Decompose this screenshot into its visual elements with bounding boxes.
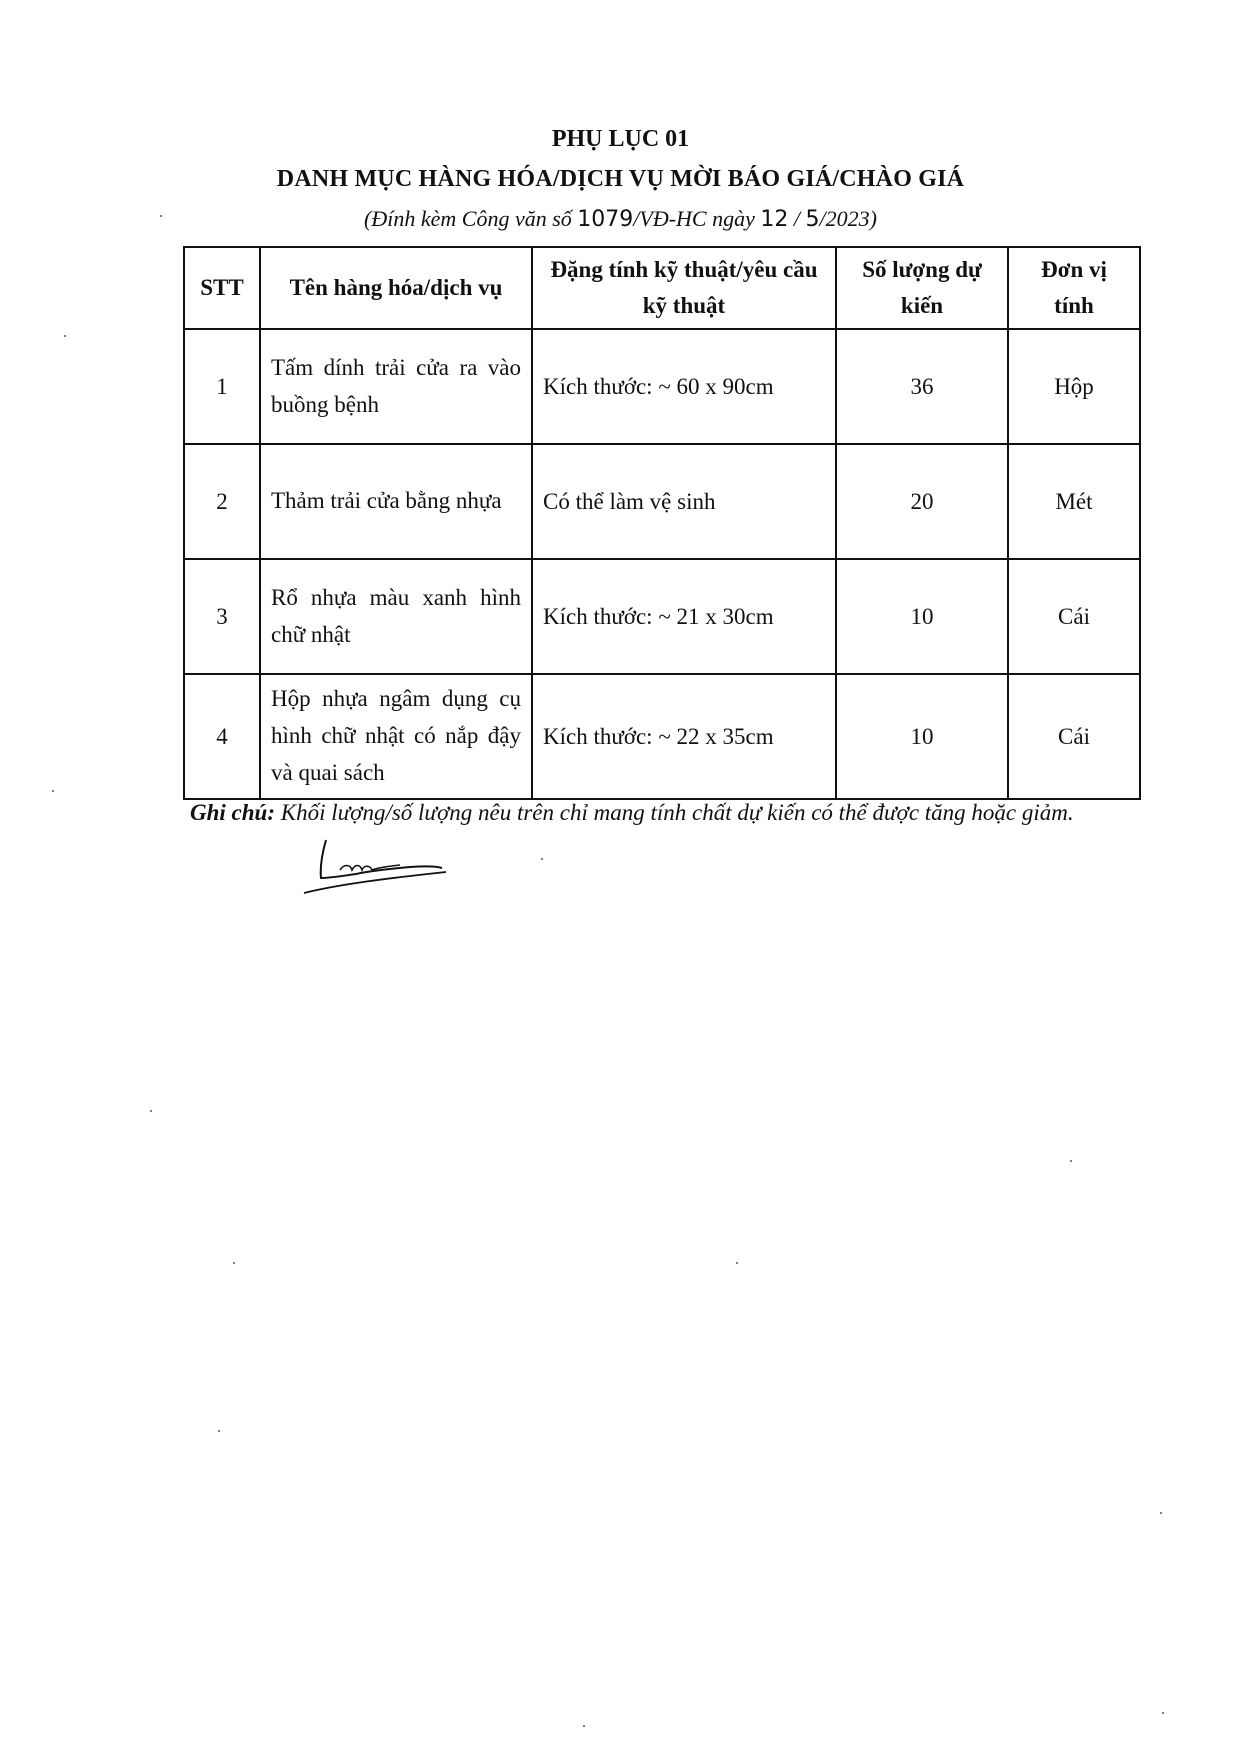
ref-month-handwritten: 5 [805,207,820,232]
ref-year: /2023) [819,206,877,231]
ref-prefix: (Đính kèm Công văn số [364,206,578,231]
cell-spec: Kích thước: ~ 22 x 35cm [532,674,836,799]
goods-table [183,246,1141,800]
table-row [184,674,1140,799]
footnote [190,795,1135,832]
document-title: DANH MỤC HÀNG HÓA/DỊCH VỤ MỜI BÁO GIÁ/CHÀO GIÁ [276,166,965,192]
scan-speck [233,1262,235,1264]
document-reference [0,206,1241,232]
scan-speck [583,1725,585,1727]
footnote-text: Khối lượng/số lượng nêu trên chỉ mang tính chất dự kiến có thể được tăng hoặc giảm. [275,800,1074,825]
cell-unit: Cái [1008,559,1140,674]
footnote-label: Ghi chú: [190,800,275,825]
ref-day-handwritten: 12 [760,207,789,232]
cell-spec: Kích thước: ~ 21 x 30cm [532,559,836,674]
cell-name: Thảm trải cửa bằng nhựa [260,444,532,559]
scan-speck [150,1110,152,1112]
cell-qty: 20 [836,444,1008,559]
cell-qty: 36 [836,329,1008,444]
cell-spec: Có thể làm vệ sinh [532,444,836,559]
table-row [184,559,1140,674]
ref-number-handwritten: 1079 [577,207,634,232]
table-row [184,329,1140,444]
scan-speck [541,858,543,860]
cell-spec: Kích thước: ~ 60 x 90cm [532,329,836,444]
appendix-label: PHỤ LỤC 01 [551,126,690,152]
cell-name: Rổ nhựa màu xanh hình chữ nhật [260,559,532,674]
cell-stt: 2 [184,444,260,559]
handwritten-signature [300,838,450,898]
scan-speck [218,1430,220,1432]
cell-stt: 4 [184,674,260,799]
table-header-row [184,247,1140,329]
cell-unit: Hộp [1008,329,1140,444]
scan-speck [1162,1712,1164,1714]
col-header-qty: Số lượng dự kiến [836,247,1008,329]
scan-speck [160,215,162,217]
col-header-name: Tên hàng hóa/dịch vụ [260,247,532,329]
ref-sep: / [788,206,806,231]
col-header-stt: STT [184,247,260,329]
cell-stt: 3 [184,559,260,674]
scan-speck [736,1262,738,1264]
table-row [184,444,1140,559]
scan-speck [1070,1160,1072,1162]
cell-qty: 10 [836,559,1008,674]
cell-unit: Mét [1008,444,1140,559]
ref-mid: /VĐ-HC ngày [633,206,761,231]
cell-name: Hộp nhựa ngâm dụng cụ hình chữ nhật có nắp đậy và quai sách [260,674,532,799]
scan-speck [52,790,54,792]
scan-speck [1160,1512,1162,1514]
cell-name: Tấm dính trải cửa ra vào buồng bệnh [260,329,532,444]
cell-stt: 1 [184,329,260,444]
scan-speck [64,335,66,337]
col-header-spec: Đặng tính kỹ thuật/yêu cầu kỹ thuật [532,247,836,329]
col-header-unit: Đơn vị tính [1008,247,1140,329]
cell-qty: 10 [836,674,1008,799]
cell-unit: Cái [1008,674,1140,799]
